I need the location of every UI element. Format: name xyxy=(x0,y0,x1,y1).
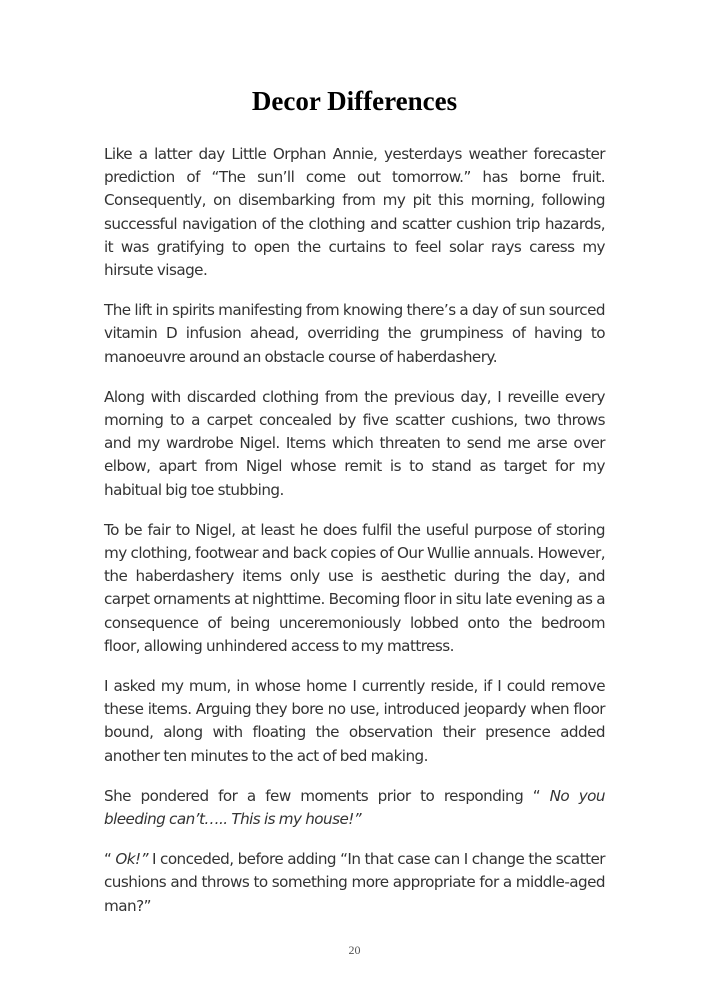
paragraph-3: Along with discarded clothing from the previous day, I reveille every morning to a carpet concealed by five scatter cushions, two throws and my wardrobe Nigel. Items which threaten to send me arse over elbow, apart from Nigel whose remit is to stand as target for my habitual big toe stubbing. xyxy=(104,387,605,499)
paragraph-6-lead: She pondered for a few moments prior to responding “ xyxy=(104,786,550,805)
paragraph-1: Like a latter day Little Orphan Annie, yesterdays weather forecaster prediction of “The sun’ll come out tomorrow.” has borne fruit. Consequently, on disembarking from my pit this morning, following successful navigation of the clothing and scatter cushion trip hazards, it was gratifying to open the curtains to feel solar rays caress my hirsute visage. xyxy=(104,145,605,280)
paragraph-7-rest: I conceded, before adding “In that case can I change the scatter cushions and throws to something more appropriate for a middle-aged man?” xyxy=(104,850,605,915)
paragraph-4: To be fair to Nigel, at least he does fulfil the useful purpose of storing my clothing, footwear and back copies of Our Wullie annuals. However, the haberdashery items only use is aesthetic during the day, and carpet ornaments at nighttime. Becoming floor in situ late evening as a consequence of being unceremoniously lobbed onto the bedroom floor, allowing unhindered access to my mattress. xyxy=(104,520,605,655)
paragraph-6-quote: No you bleeding can’t….. This is my house!” xyxy=(104,786,605,829)
paragraph-7 xyxy=(104,848,605,918)
paragraph-7-quote: Ok!” xyxy=(115,850,148,869)
paragraph-6 xyxy=(104,785,605,831)
paragraph-7-open: “ xyxy=(104,850,116,869)
page-number: 20 xyxy=(348,943,361,957)
page-title: Decor Differences xyxy=(251,86,458,116)
paragraph-5: I asked my mum, in whose home I currently reside, if I could remove these items. Arguing they bore no use, introduced jeopardy when floor bound, along with floating the observation their presence added another ten minutes to the act of bed making. xyxy=(104,677,605,765)
paragraph-2: The lift in spirits manifesting from knowing there’s a day of sun sourced vitamin D infusion ahead, overriding the grumpiness of having to manoeuvre around an obstacle course of haberdashery. xyxy=(104,301,605,366)
body-text xyxy=(104,143,605,935)
